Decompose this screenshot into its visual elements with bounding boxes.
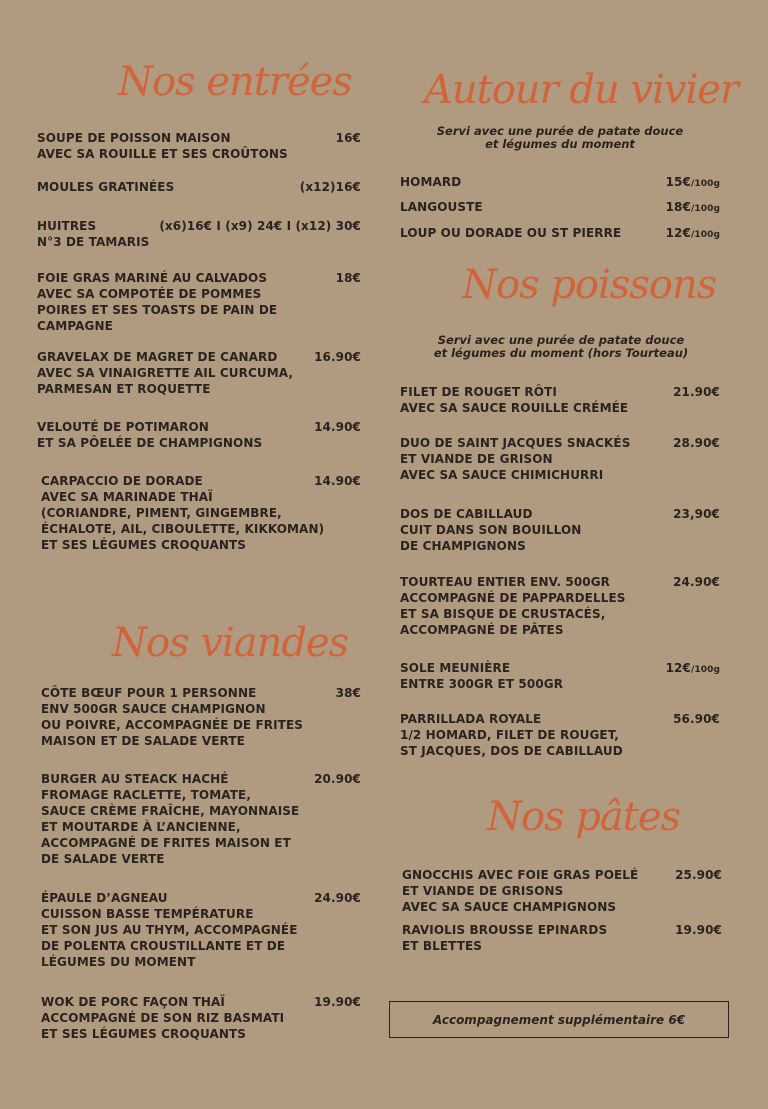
item-price: 19.90€ (314, 995, 361, 1009)
item-price: 38€ (335, 686, 361, 700)
menu-item (41, 771, 361, 867)
item-price: 19.90€ (675, 923, 722, 937)
section-title-viandes: Nos viandes (112, 620, 349, 666)
item-name: SOLE MEUNIÈRE ENTRE 300GR ET 500GR (400, 661, 564, 691)
menu-item (37, 419, 361, 451)
menu-item (37, 349, 361, 397)
menu-item (400, 199, 720, 215)
item-price: 18€ (335, 271, 361, 285)
menu-item (41, 890, 361, 970)
item-price: 20.90€ (314, 772, 361, 786)
menu-item (400, 225, 720, 241)
menu-item (41, 685, 361, 749)
menu-item (400, 435, 720, 483)
item-price: 14.90€ (314, 474, 361, 488)
item-price: 16.90€ (314, 350, 361, 364)
section-note: Servi avec une purée de patate douce et légumes du moment (436, 124, 684, 151)
section-title-poissons: Nos poissons (462, 262, 717, 308)
item-price: 24.90€ (673, 575, 720, 589)
item-name: WOK DE PORC FAÇON THAÏ ACCOMPAGNÉ DE SON RIZ BASMATI ET SES LÉGUMES CROQUANTS (41, 995, 285, 1041)
item-name: DOS DE CABILLAUD CUIT DANS SON BOUILLON DE CHAMPIGNONS (400, 507, 582, 553)
section-note: Servi avec une purée de patate douce et légumes du moment (hors Tourteau) (433, 333, 689, 360)
item-price: 12€/100g (665, 661, 720, 675)
item-name: BURGER AU STEACK HACHÉ FROMAGE RACLETTE, TOMATE, SAUCE CRÈME FRAÎCHE, MAYONNAISE ET MOUTARDE À L’ANCIENNE, ACCOMPAGNÉ DE FRITES MAISON ET DE SALADE VERTE (41, 772, 300, 866)
menu-item (37, 218, 361, 250)
item-name: HUITRES N°3 DE TAMARIS (37, 219, 150, 249)
item-name: HOMARD (400, 175, 462, 189)
item-name: MOULES GRATINÉES (37, 180, 175, 194)
menu-item (400, 174, 720, 190)
item-name: PARRILLADA ROYALE 1/2 HOMARD, FILET DE ROUGET, ST JACQUES, DOS DE CABILLAUD (400, 712, 623, 758)
item-name: GRAVELAX DE MAGRET DE CANARD AVEC SA VINAIGRETTE AIL CURCUMA, PARMESAN ET ROQUETTE (37, 350, 294, 396)
item-price: 12€/100g (665, 226, 720, 240)
menu-item (400, 660, 720, 692)
item-price: 14.90€ (314, 420, 361, 434)
item-name: CÔTE BŒUF POUR 1 PERSONNE ENV 500GR SAUCE CHAMPIGNON OU POIVRE, ACCOMPAGNÉE DE FRITES MAISON ET DE SALADE VERTE (41, 686, 303, 748)
item-price: 56.90€ (673, 712, 720, 726)
menu-item (402, 922, 722, 954)
item-price: 16€ (335, 131, 361, 145)
item-name: FILET DE ROUGET RÔTI AVEC SA SAUCE ROUILLE CRÉMÉE (400, 385, 629, 415)
item-name: LOUP OU DORADE OU ST PIERRE (400, 226, 622, 240)
item-price: 21.90€ (673, 385, 720, 399)
menu-item (400, 384, 720, 416)
item-name: VELOUTÉ DE POTIMARON ET SA PÔELÉE DE CHAMPIGNONS (37, 420, 263, 450)
item-price: 25.90€ (675, 868, 722, 882)
item-name: CARPACCIO DE DORADE AVEC SA MARINADE THAÏ (CORIANDRE, PIMENT, GINGEMBRE, ÉCHALOTE, AIL, CIBOULETTE, KIKKOMAN) ET SES LÉGUMES CROQUANTS (41, 474, 325, 552)
item-name: DUO DE SAINT JACQUES SNACKÉS ET VIANDE DE GRISON AVEC SA SAUCE CHIMICHURRI (400, 436, 631, 482)
menu-item (41, 994, 361, 1042)
menu-item (37, 130, 361, 162)
section-title-vivier: Autour du vivier (424, 67, 739, 113)
item-name: ÉPAULE D’AGNEAU CUISSON BASSE TEMPÉRATURE ET SON JUS AU THYM, ACCOMPAGNÉE DE POLENTA CROUSTILLANTE ET DE LÉGUMES DU MOMENT (41, 891, 298, 969)
menu-item (37, 179, 361, 195)
item-name: SOUPE DE POISSON MAISON AVEC SA ROUILLE ET SES CROÛTONS (37, 131, 288, 161)
item-price: 15€/100g (665, 175, 720, 189)
section-title-entrees: Nos entrées (118, 59, 352, 105)
item-price: 28.90€ (673, 436, 720, 450)
item-price: 18€/100g (665, 200, 720, 214)
item-name: FOIE GRAS MARINÉ AU CALVADOS AVEC SA COMPOTÉE DE POMMES POIRES ET SES TOASTS DE PAIN DE CAMPAGNE (37, 271, 278, 333)
item-price: 23,90€ (673, 507, 720, 521)
section-title-pates: Nos pâtes (487, 794, 681, 840)
item-name: GNOCCHIS AVEC FOIE GRAS POELÉ ET VIANDE DE GRISONS AVEC SA SAUCE CHAMPIGNONS (402, 868, 639, 914)
menu-item (37, 270, 361, 334)
item-price: (x12)16€ (299, 180, 361, 194)
item-name: RAVIOLIS BROUSSE EPINARDS ET BLETTES (402, 923, 608, 953)
menu-item (400, 574, 720, 638)
item-name: LANGOUSTE (400, 200, 483, 214)
item-price: (x6)16€ I (x9) 24€ I (x12) 30€ (159, 219, 361, 233)
item-name: TOURTEAU ENTIER ENV. 500GR ACCOMPAGNÉ DE PAPPARDELLES ET SA BISQUE DE CRUSTACÉS, ACCOMPAGNÉ DE PÂTES (400, 575, 626, 637)
extra-side-box (389, 1001, 729, 1038)
extra-side-text: Accompagnement supplémentaire 6€ (432, 1012, 686, 1027)
menu-item (402, 867, 722, 915)
item-price: 24.90€ (314, 891, 361, 905)
menu-item (400, 506, 720, 554)
menu-item (41, 473, 361, 553)
menu-item (400, 711, 720, 759)
